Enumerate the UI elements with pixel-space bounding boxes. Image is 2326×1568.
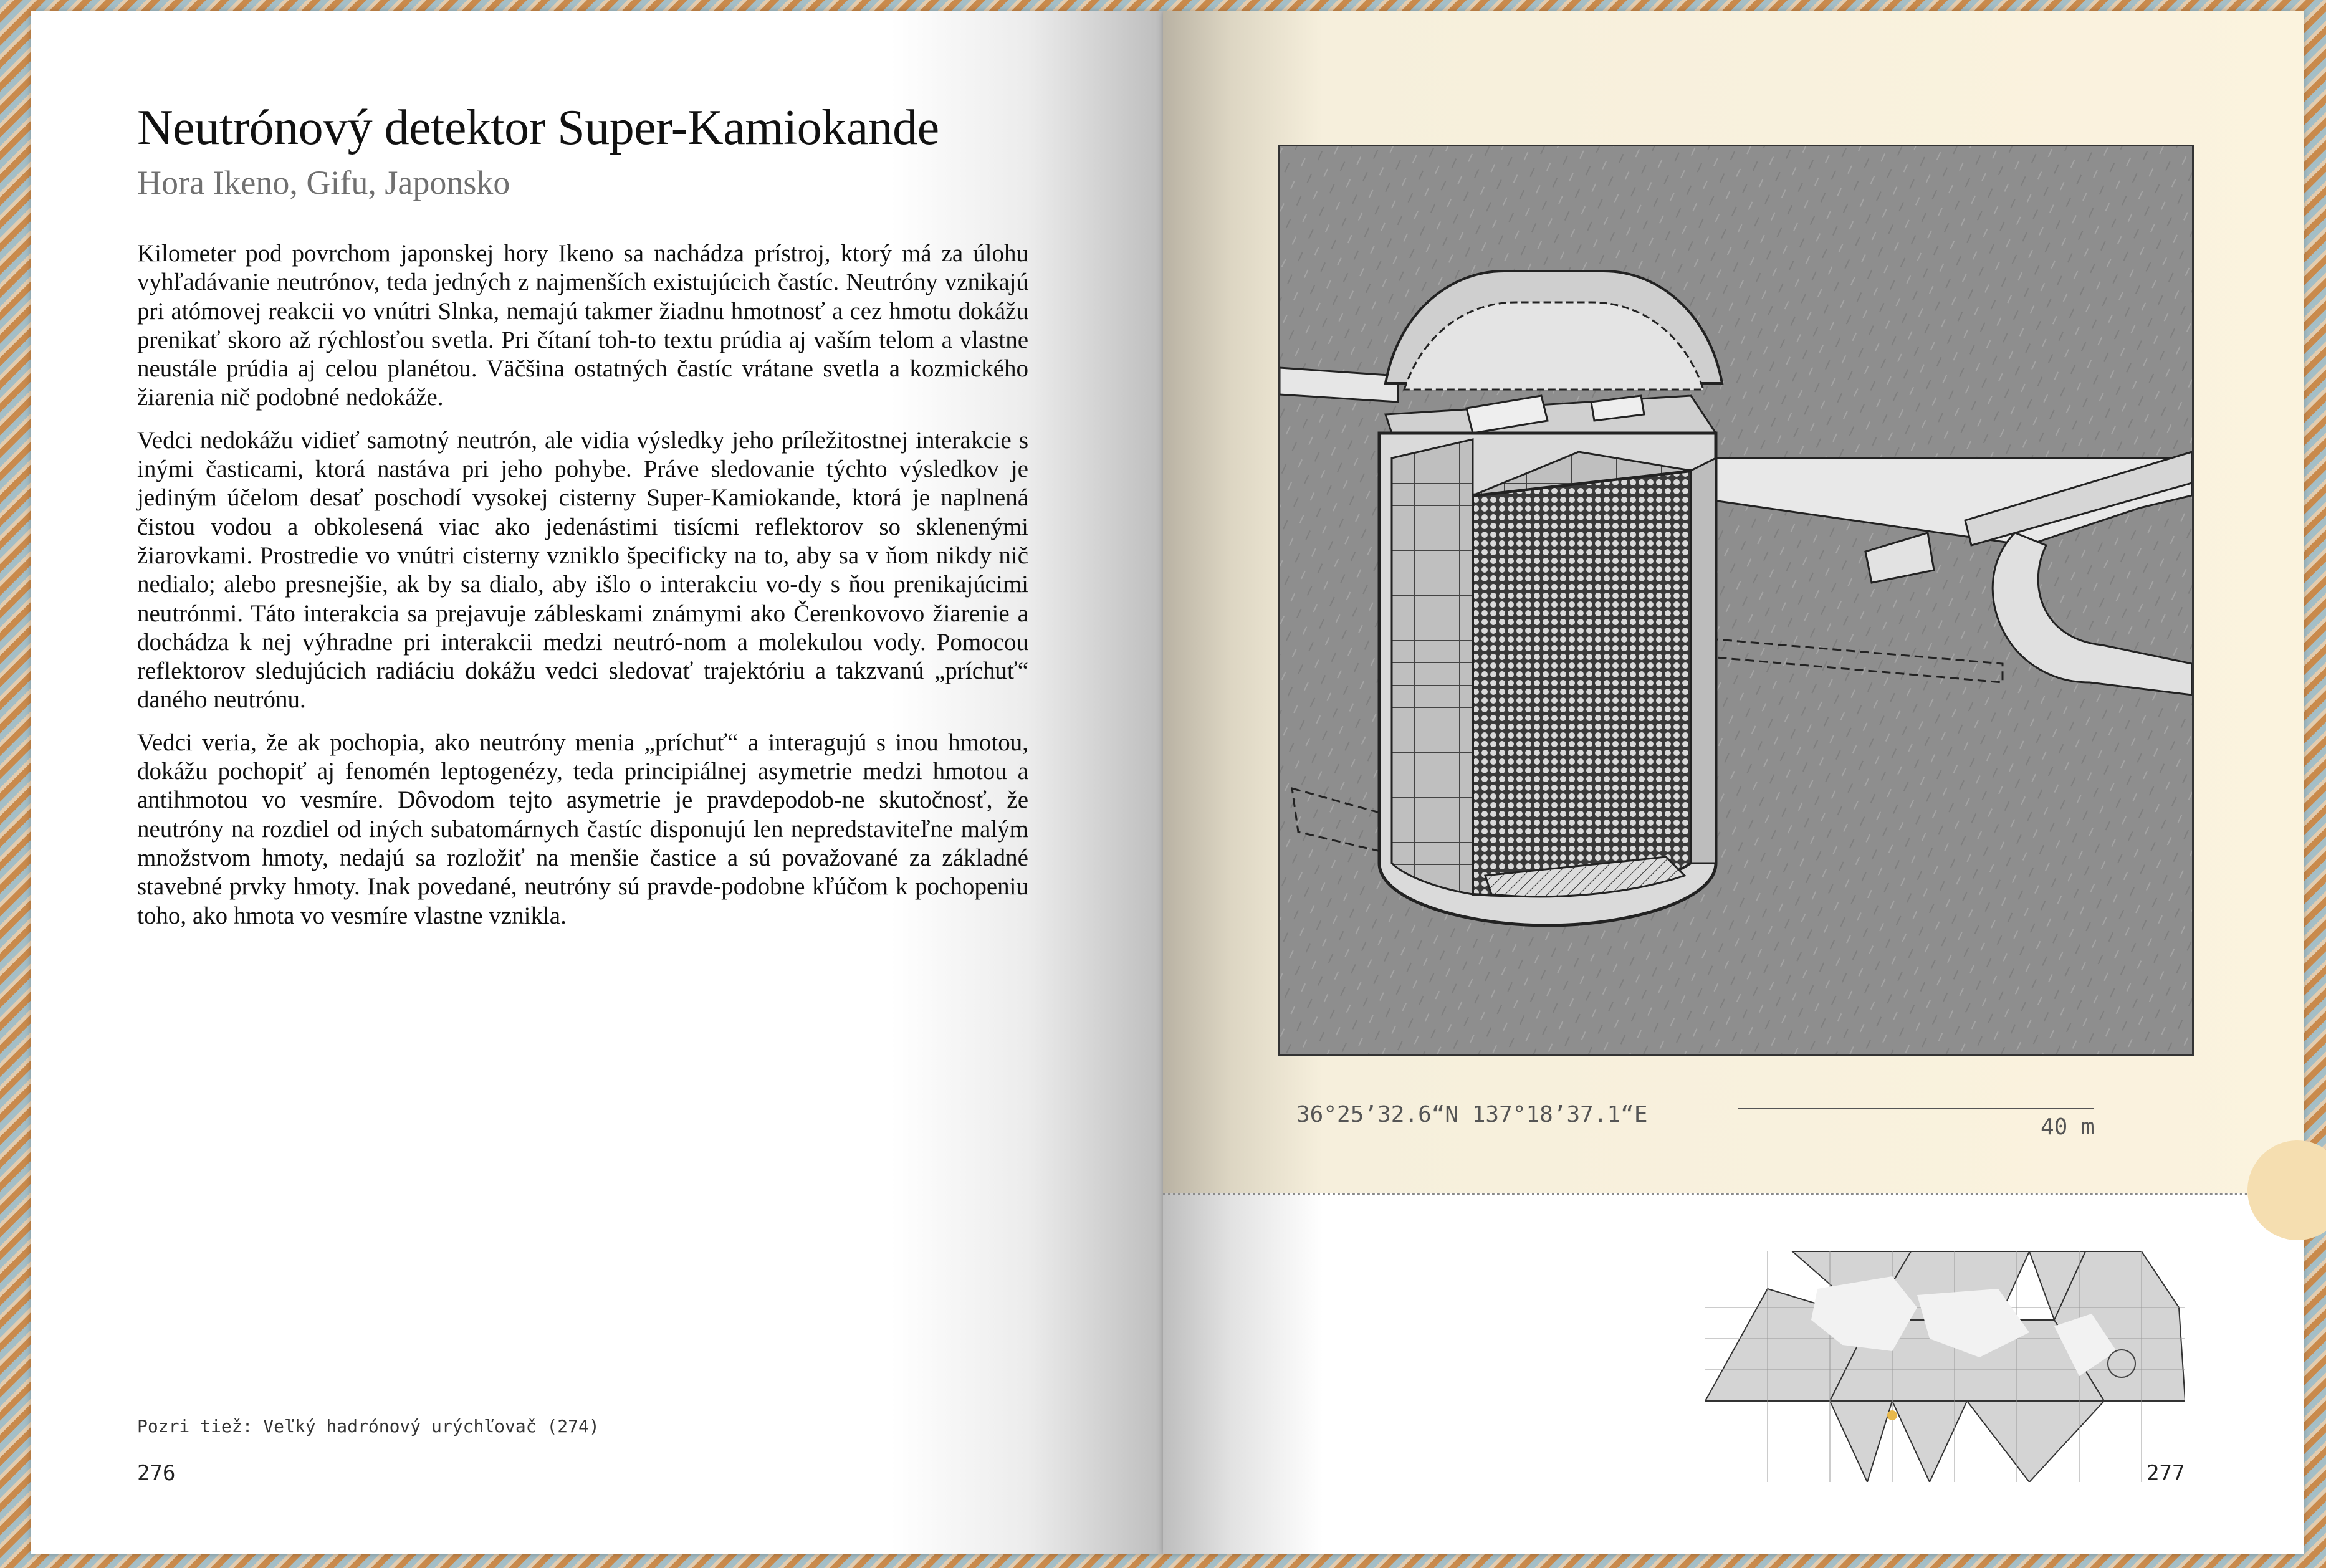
paragraph-3: Vedci veria, že ak pochopia, ako neutróny menia „príchuť“ a interagujú s inou hmotou, dokážu pochopiť aj fenomén leptogenézy, teda principiálnej asymetrie medzi hmotou a antihmotou vo vesmíre. Dôvodom tejto asymetrie je pravdepodob-ne skutočnosť, že neutróny na rozdiel od iných subatomárnych častíc disponujú len nepredstaviteľne malým množstvom hmoty, nedajú sa rozložiť na menšie častice a sú považované za základné stavebné prvky hmoty. Inak povedané, neutróny sú pravde-podobne kľúčom k pochopeniu toho, ako hmota vo vesmíre vlastne vznikla. bbox=[137, 729, 1028, 929]
paragraph-2: Vedci nedokážu vidieť samotný neutrón, ale vidia výsledky jeho príležitostnej interakcie s inými časticami, ktorá nastáva pri jeho pohybe. Práve sledovanie týchto výsledkov je jediným účelom desať poschodí vysokej cisterny Super-Kamiokande, ktorá je naplnená čistou vodou a obkolesená viac ako jedenástimi tisícmi reflektorov so sklenenými žiarovkami. Prostredie vo vnútri cisterny vzniklo špecificky na to, aby sa v ňom nikdy nič nedialo; alebo presnejšie, ak by sa dialo, aby išlo o interakciu vo-dy s ňou prenikajúcimi neutrónmi. Táto interakcia sa prejavuje zábleskami známymi ako Čerenkovovo žiarenie a dochádza k nej výhradne pri interakcii medzi neutró-nom a molekulou vody. Pomocou reflektorov sledujúcich radiáciu dokážu vedci sledovať trajektóriu a takzvanú „príchuť“ daného neutrónu. bbox=[137, 426, 1028, 714]
page-number-left: 276 bbox=[137, 1461, 176, 1486]
paragraph-1: Kilometer pod povrchom japonskej hory Ikeno sa nachádza prístroj, ktorý má za úlohu vyhľadávanie neutrónov, teda jedných z najmenších existujúcich častíc. Neutróny vznikajú pri atómovej reakcii vo vnútri Slnka, nemajú takmer žiadnu hmotnosť a cez hmotu dokážu prenikať skoro až rýchlosťou svetla. Pri čítaní toh-to textu prúdia aj vaším telom a vlastne neustále prúdia aj celou planétou. Väčšina ostatných častíc vrátane svetla a kozmického žiarenia nič podobné nedokáže. bbox=[137, 240, 1028, 411]
world-map-locator bbox=[1705, 1251, 2185, 1482]
location-marker-icon bbox=[1887, 1410, 1897, 1420]
see-also-reference[interactable]: Pozri tiež: Veľký hadrónový urýchľovač (274) bbox=[137, 1416, 600, 1437]
article-body bbox=[137, 239, 1028, 944]
location-subtitle: Hora Ikeno, Gifu, Japonsko bbox=[137, 164, 510, 201]
scale-label: 40 m bbox=[2041, 1114, 2095, 1140]
detector-illustration bbox=[1278, 145, 2194, 1056]
dotted-divider bbox=[1163, 1193, 2304, 1195]
page-title: Neutrónový detektor Super-Kamiokande bbox=[137, 100, 939, 155]
detector-cutaway-drawing bbox=[1280, 146, 2192, 1054]
scale-bar bbox=[1738, 1108, 2094, 1109]
gps-coordinates: 36°25’32.6“N 137°18’37.1“E bbox=[1296, 1102, 1648, 1127]
page-number-right: 277 bbox=[2147, 1461, 2185, 1486]
